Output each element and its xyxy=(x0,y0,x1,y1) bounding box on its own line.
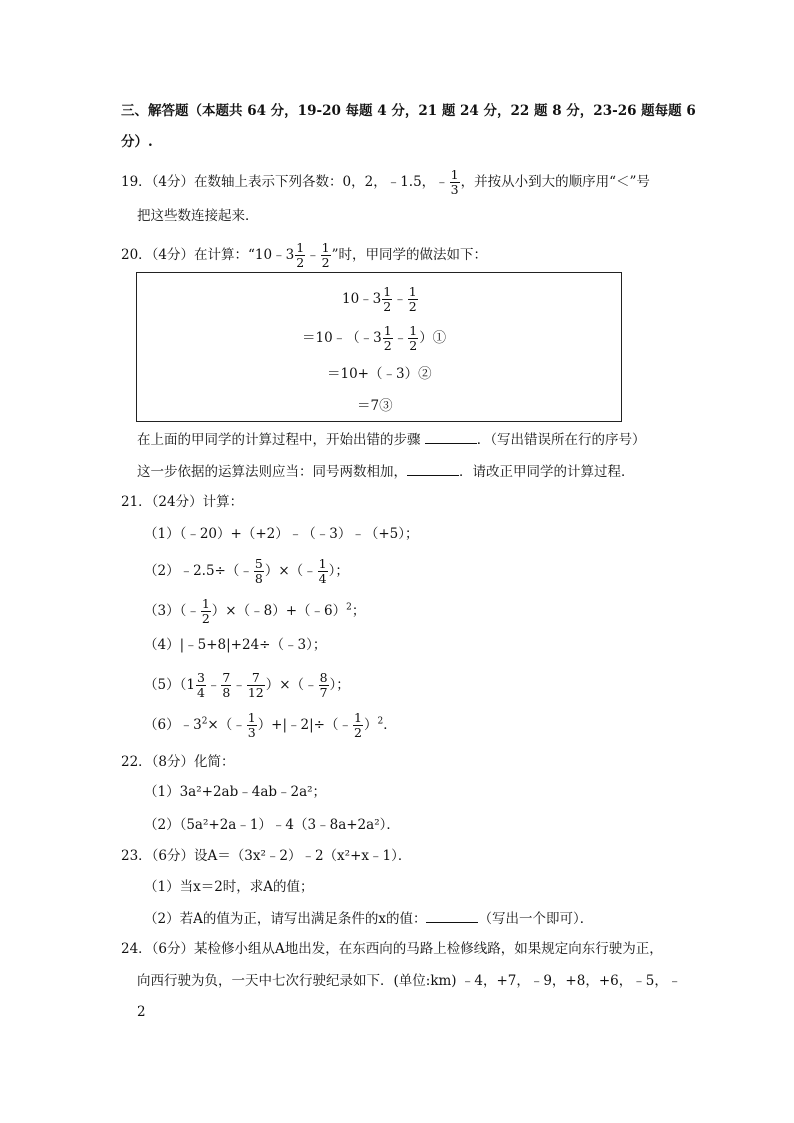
q21-p5-frac3 xyxy=(247,671,265,700)
q21-p3-fd: 2 xyxy=(201,611,210,626)
q20-after1-a: 在上面的甲同学的计算过程中，开始出错的步骤 xyxy=(137,432,421,448)
q21-p5-frac4 xyxy=(319,671,329,700)
q20-box-l2-n1: 1 xyxy=(383,323,392,338)
q21-p6-f2n: 1 xyxy=(354,710,362,725)
q21-p2-b: ）×（ xyxy=(264,563,304,579)
q20-box-l1-d2: 2 xyxy=(408,299,417,314)
q20-box-line1 xyxy=(342,285,419,314)
q20-minus: ﹣ xyxy=(306,247,320,263)
q21-p5-c: ）； xyxy=(329,677,350,693)
q22-head: 22．（8分）化简： xyxy=(121,754,235,770)
q21-p2-f2d: 4 xyxy=(318,571,327,586)
q23-head: 23．（6分）设A＝（3x²﹣2）﹣2（x²+x﹣1）． xyxy=(121,848,412,864)
q20-box-l2-n2: 1 xyxy=(409,323,418,338)
q23-part1: （1）当x＝2时，求A的值； xyxy=(144,879,314,895)
q21-p6-a: （6）﹣3 xyxy=(144,717,202,733)
q23-p2-a: （2）若A的值为正，请写出满足条件的x的值： xyxy=(144,911,427,927)
q21-p6-frac1 xyxy=(247,711,257,740)
q21-p2-frac2 xyxy=(318,557,328,586)
q21-p5-f2n: 7 xyxy=(222,670,231,685)
q21-p2-f1n: 5 xyxy=(254,556,263,571)
section-title: 三、解答题（本题共 64 分，19-20 每题 4 分，21 题 24 分，22 题 8 分，23-26 题每题 6 xyxy=(121,103,696,119)
q20-mix-num: 1 xyxy=(296,240,305,255)
q20-text-a: 20．（4分）在计算：“10﹣3 xyxy=(121,247,295,263)
q20-box-line2 xyxy=(302,324,446,353)
q19-frac-den: 3 xyxy=(450,182,459,197)
q22-part1: （1）3a²+2ab﹣4ab﹣2a²； xyxy=(144,784,327,800)
q21-part2 xyxy=(144,557,349,586)
q23-part2 xyxy=(144,908,593,929)
q20-box-l2-frac1 xyxy=(383,324,393,353)
q21-p6-b: ×（ xyxy=(207,717,233,733)
q20-box-l2-minus: ﹣ xyxy=(393,330,408,346)
q21-p5-minus3: ﹣ xyxy=(304,677,318,693)
q20-box-l1-a: 10﹣3 xyxy=(342,291,382,307)
q20-box-l1-n1: 1 xyxy=(383,284,392,299)
q21-p6-c: ）+|﹣2|÷（ xyxy=(257,717,339,733)
q20-frac-den: 2 xyxy=(321,255,330,270)
q21-p6-minus1: ﹣ xyxy=(232,717,246,733)
q21-part1: （1）（﹣20）+（+2）﹣（﹣3）﹣（+5）； xyxy=(144,526,419,542)
q20-mix-den: 2 xyxy=(296,255,305,270)
q20-box-l1-d1: 2 xyxy=(383,299,392,314)
q21-part4: （4）|﹣5+8|+24÷（﹣3）； xyxy=(144,637,327,653)
q21-p5-a: （5）（1 xyxy=(144,677,195,693)
q21-p5-frac1 xyxy=(196,671,206,700)
q19-fraction xyxy=(450,168,460,197)
q21-p5-f1d: 4 xyxy=(196,685,205,700)
q20-frac-num: 1 xyxy=(321,240,330,255)
q21-p5-f4d: 7 xyxy=(319,685,328,700)
q21-p5-frac2 xyxy=(221,671,231,700)
q20-box-l2-frac2 xyxy=(408,324,418,353)
q21-p6-f1n: 1 xyxy=(247,710,256,725)
q21-p3-c: ； xyxy=(351,603,366,619)
q21-p5-f3d: 12 xyxy=(247,685,264,700)
q20-after2 xyxy=(137,461,635,482)
q21-p5-f1n: 3 xyxy=(196,670,205,685)
q20-after2-b: ．请改正甲同学的计算过程． xyxy=(459,464,635,480)
q20-blank-step[interactable] xyxy=(425,429,477,444)
q20-blank-rule[interactable] xyxy=(407,461,459,476)
q21-p6-d: ） xyxy=(363,717,378,733)
q20-box-l1-frac1 xyxy=(382,285,392,314)
q21-p5-b: ）×（ xyxy=(265,677,305,693)
q21-p3-exp: 2 xyxy=(346,602,352,613)
q21-p2-minus1: ﹣ xyxy=(239,563,253,579)
q20-box-l1-minus: ﹣ xyxy=(393,291,407,307)
q21-p6-f1d: 3 xyxy=(247,725,256,740)
q23-p2-b: （写出一个即可）． xyxy=(478,911,594,927)
q21-p3-frac xyxy=(201,597,211,626)
q19-line1 xyxy=(121,168,650,197)
q21-p2-a: （2）﹣2.5÷（ xyxy=(144,563,240,579)
q21-p5-f2d: 8 xyxy=(222,685,231,700)
q20-text-b: ”时，甲同学的做法如下： xyxy=(331,247,487,263)
q20-box-l1-n2: 1 xyxy=(408,284,417,299)
q24-line3: 2 xyxy=(137,1004,146,1020)
q21-p5-minus2: ﹣ xyxy=(232,677,246,693)
q20-box-l2-d1: 2 xyxy=(383,338,392,353)
q21-p5-f3n: 7 xyxy=(247,671,265,686)
q20-after1-b: ．（写出错误所在行的序号） xyxy=(476,432,646,448)
q21-head: 21．（24分）计算： xyxy=(121,494,244,510)
q20-box-l2-b: ）① xyxy=(419,330,447,346)
q21-part6 xyxy=(144,711,397,740)
q20-box-l2-d2: 2 xyxy=(409,338,418,353)
q21-p3-fn: 1 xyxy=(201,596,210,611)
q20-line1 xyxy=(121,241,487,270)
q21-p6-f2d: 2 xyxy=(354,725,362,740)
q23-blank-x[interactable] xyxy=(426,908,478,923)
q21-part3 xyxy=(144,597,365,626)
q20-box-line4: ＝7③ xyxy=(357,398,393,414)
q20-after1 xyxy=(137,429,646,450)
q19-frac-num: 1 xyxy=(450,167,459,182)
q21-p3-a: （3）（﹣ xyxy=(144,603,200,619)
q19-text-a: 19．（4分）在数轴上表示下列各数：0，2，﹣1.5， xyxy=(121,174,436,190)
q21-p2-f2n: 1 xyxy=(318,556,327,571)
q20-mixed-frac xyxy=(295,241,305,270)
q21-part5 xyxy=(144,671,350,700)
q21-p2-f1d: 8 xyxy=(254,571,263,586)
q19-text-b: ，并按从小到大的顺序用“＜”号 xyxy=(460,174,650,190)
q19-line2: 把这些数连接起来． xyxy=(137,208,259,224)
q21-p5-minus1: ﹣ xyxy=(206,677,221,693)
q19-frac-sign: ﹣ xyxy=(435,174,449,190)
q21-p6-exp1: 2 xyxy=(201,716,208,727)
q21-p2-frac1 xyxy=(254,557,264,586)
q21-p6-frac2 xyxy=(353,711,363,740)
q22-part2: （2）（5a²+2a﹣1）﹣4（3﹣8a+2a²）． xyxy=(144,817,400,833)
q21-p2-minus2: ﹣ xyxy=(303,563,317,579)
q21-p2-c: ）； xyxy=(328,563,349,579)
q21-p6-e: ． xyxy=(383,717,397,733)
q20-box-l2-a: ＝10﹣（﹣3 xyxy=(302,330,382,346)
q24-line2: 向西行驶为负，一天中七次行驶纪录如下．(单位:km) ﹣4，+7，﹣9，+8，+6，﹣5，﹣ xyxy=(137,973,682,989)
q20-box-l1-frac2 xyxy=(408,285,418,314)
q21-p6-exp2: 2 xyxy=(377,716,384,727)
q20-box-line3: ＝10+（﹣3）② xyxy=(327,366,432,382)
q21-p5-f4n: 8 xyxy=(319,670,328,685)
q20-after2-a: 这一步依据的运算法则应当：同号两数相加， xyxy=(137,464,407,480)
q21-p3-b: ）×（﹣8）+（﹣6） xyxy=(211,603,347,619)
q21-p6-minus2: ﹣ xyxy=(338,717,352,733)
q20-frac xyxy=(321,241,331,270)
section-title-cont: 分）. xyxy=(121,134,153,150)
q24-line1: 24．（6分）某检修小组从A地出发，在东西向的马路上检修线路，如果规定向东行驶为正， xyxy=(121,941,663,957)
